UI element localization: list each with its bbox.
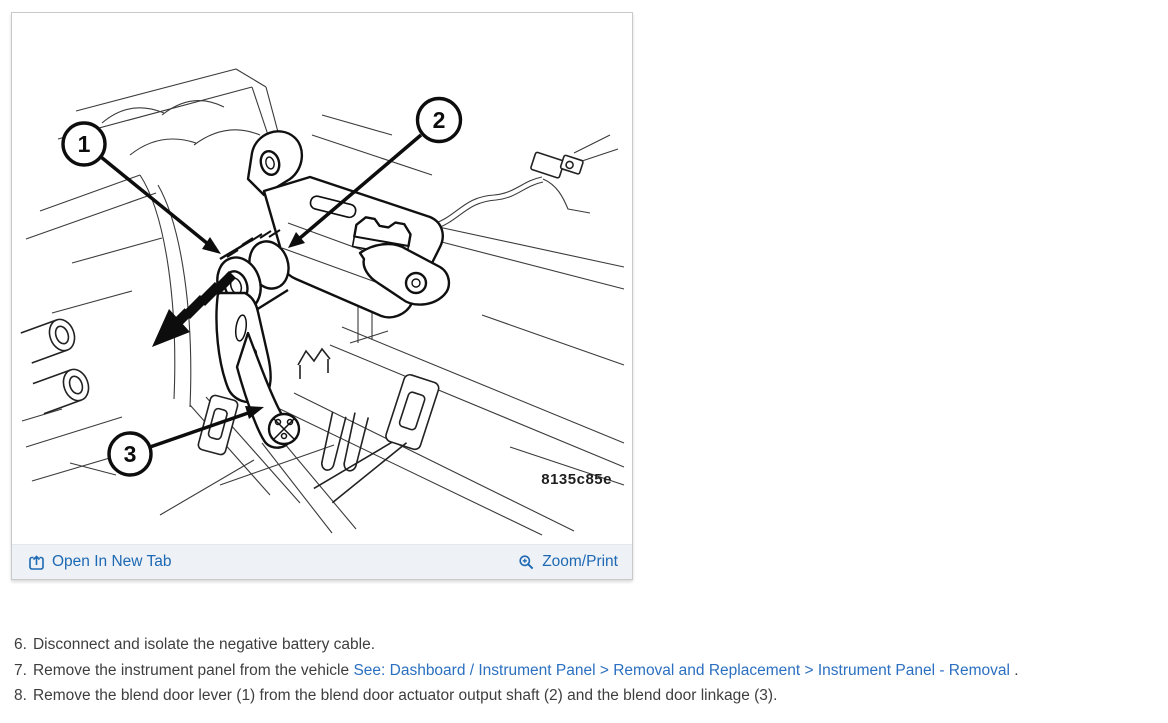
step-text-after-link: .	[1009, 661, 1019, 679]
callout-1-number: 1	[77, 131, 91, 157]
step-text: Remove the instrument panel from the vehicle	[32, 661, 354, 679]
step-7	[0, 658, 1168, 684]
part-number-label: 8135c85e	[541, 471, 612, 488]
heater-tubes	[21, 316, 93, 414]
diagram-image	[12, 13, 632, 544]
figure-toolbar	[12, 544, 632, 579]
blend-door-actuator-diagram	[12, 13, 632, 544]
figure-panel	[11, 12, 633, 580]
instrument-panel-removal-link[interactable]: See: Dashboard / Instrument Panel > Removal and Replacement > Instrument Panel - Removal	[353, 661, 1010, 679]
magnifier-plus-icon	[518, 554, 535, 571]
open-in-new-tab-label: Open In New Tab	[52, 553, 172, 570]
open-in-new-tab-button[interactable]	[28, 553, 171, 571]
actuator-body	[248, 131, 449, 317]
step-number: 7.	[14, 661, 27, 679]
procedure-steps	[0, 632, 1168, 709]
callout-3-number: 3	[123, 441, 137, 467]
step-number: 8.	[14, 687, 27, 704]
step-6	[0, 632, 1168, 658]
step-text: Disconnect and isolate the negative battery cable.	[32, 636, 376, 653]
zoom-print-button[interactable]	[518, 553, 618, 571]
step-text: Remove the blend door lever (1) from the blend door actuator output shaft (2) and the blend door linkage (3).	[32, 687, 778, 704]
step-8	[0, 683, 1168, 709]
step-number: 6.	[14, 636, 27, 653]
callout-2-number: 2	[432, 107, 446, 133]
open-in-new-tab-icon	[28, 554, 45, 571]
zoom-print-label: Zoom/Print	[542, 553, 618, 570]
